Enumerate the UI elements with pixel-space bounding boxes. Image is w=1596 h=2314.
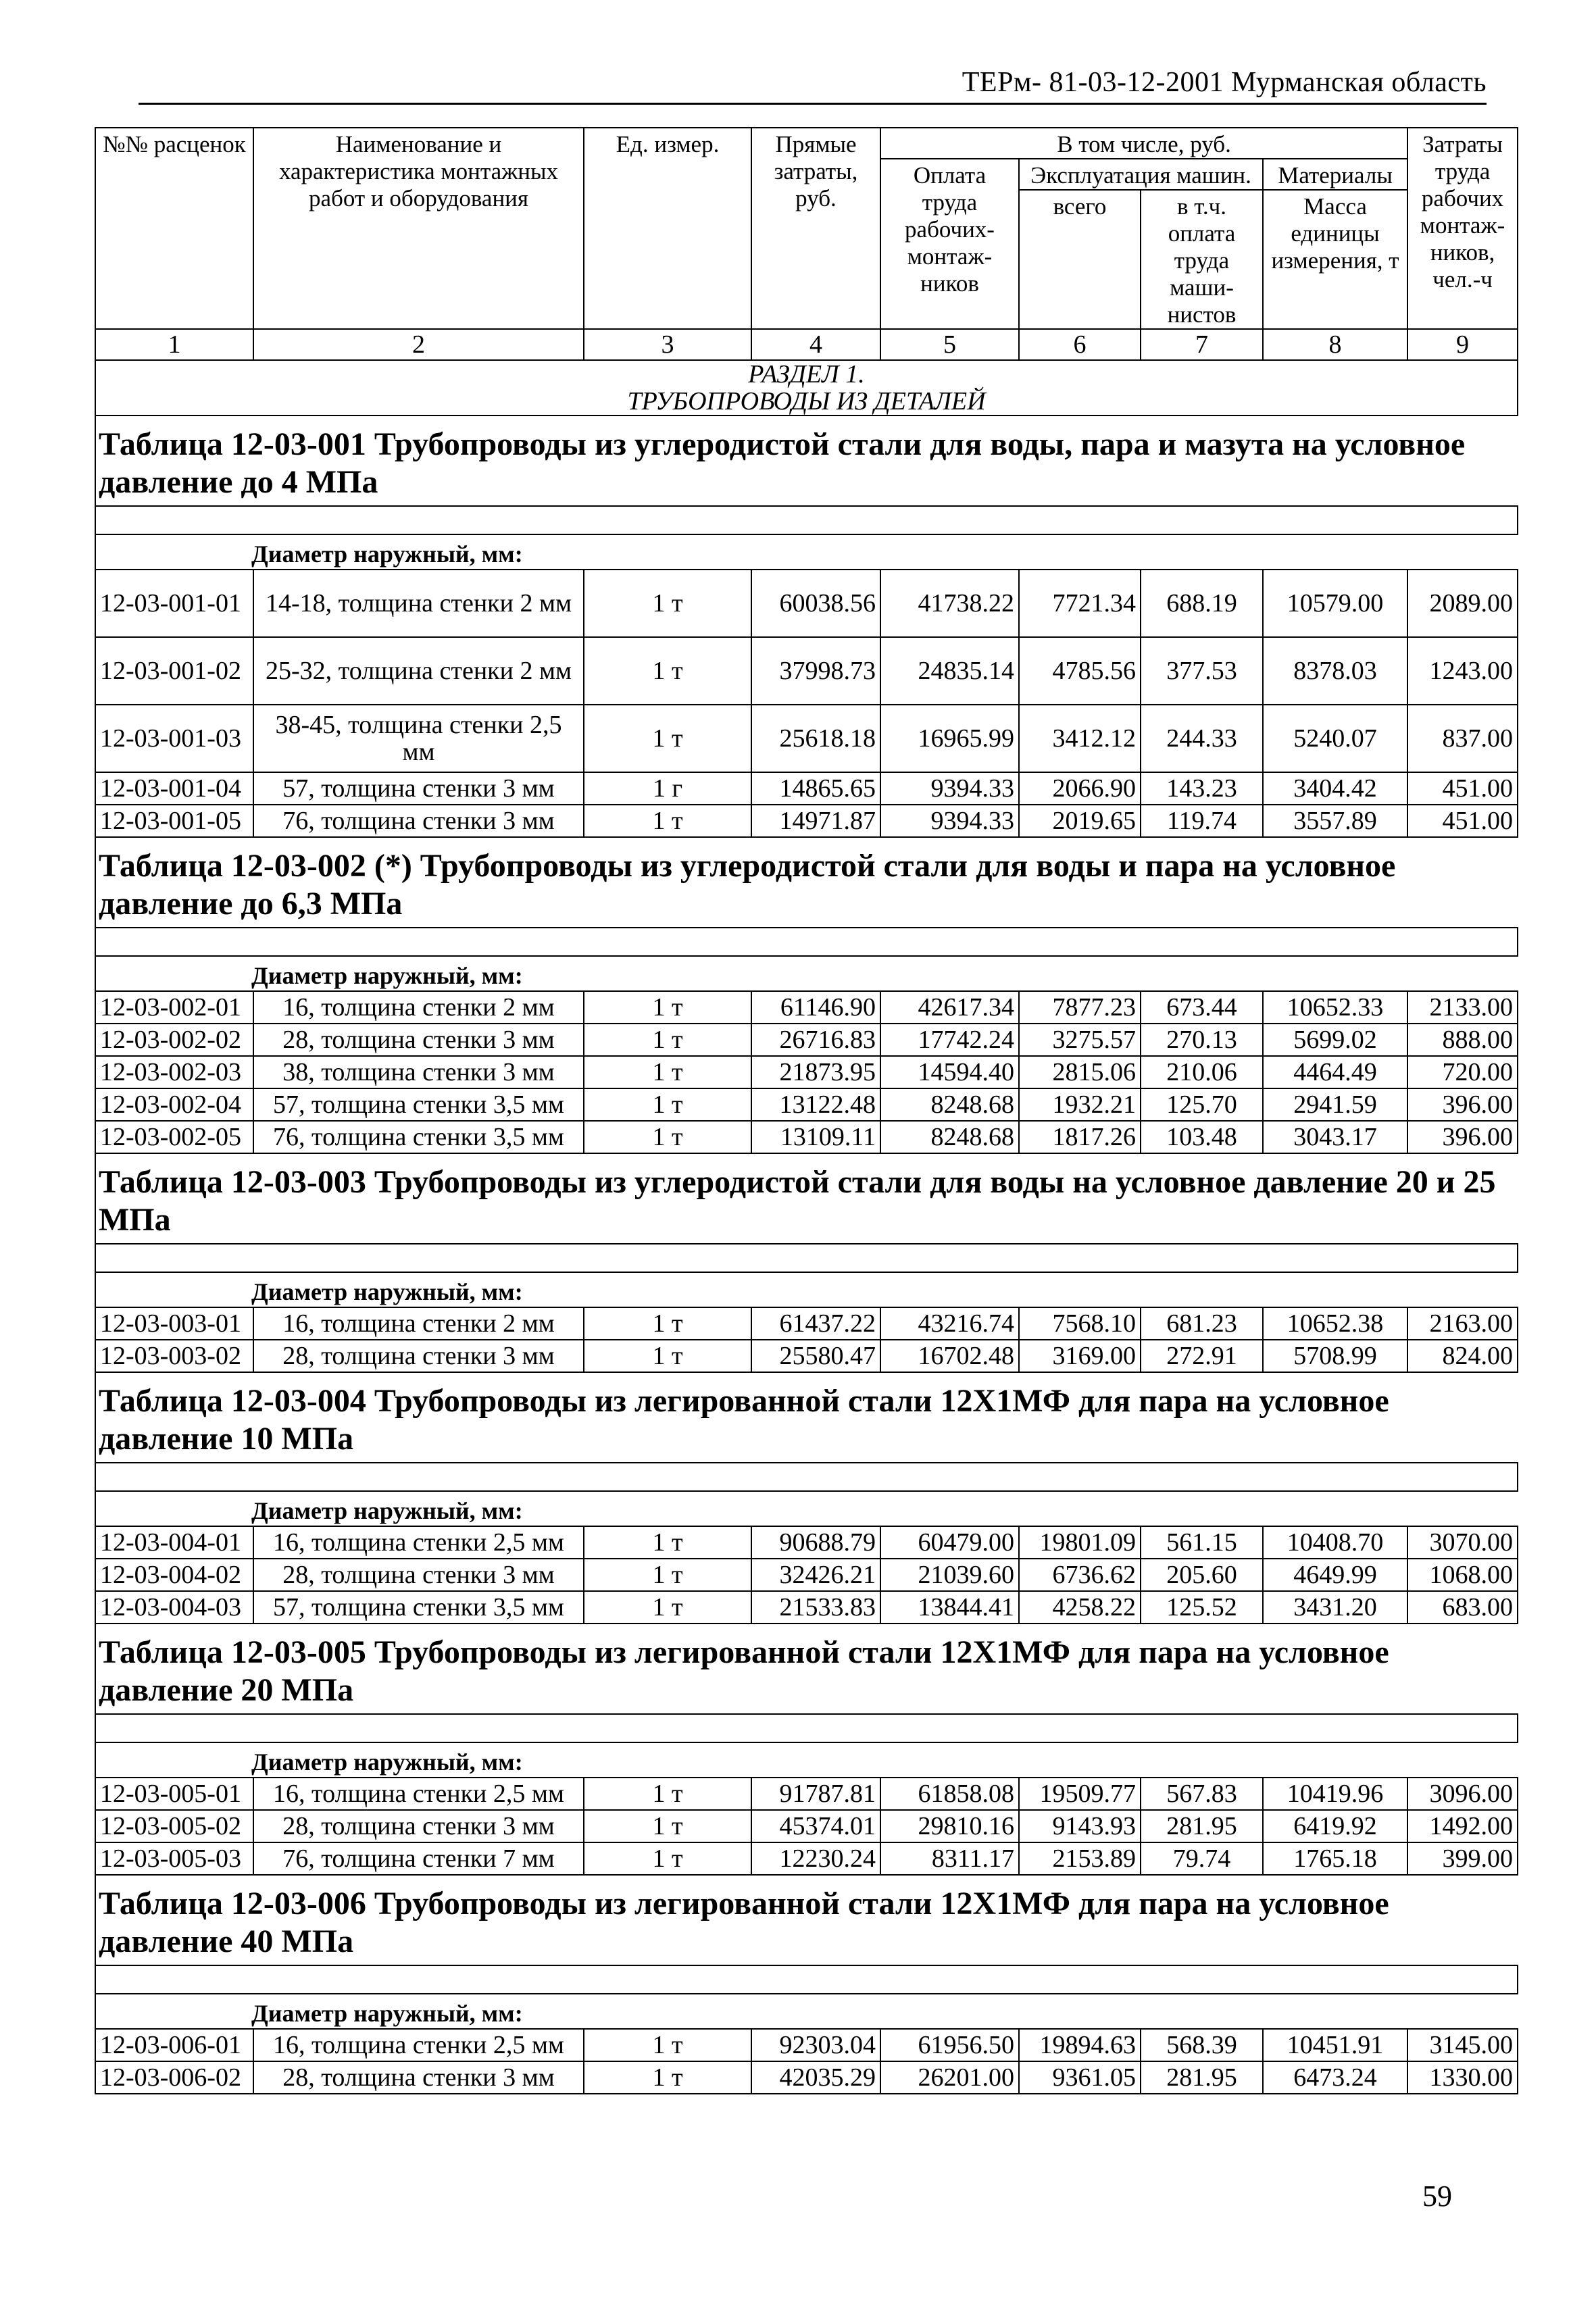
spacer-cell: [95, 928, 1518, 956]
unit-of-measure: 1 т: [584, 1056, 751, 1088]
labor-hours: 1068.00: [1407, 1559, 1518, 1591]
rate-code: 12-03-003-02: [95, 1340, 253, 1372]
section-heading-row: [95, 360, 1518, 416]
machines-labor-pay: 281.95: [1141, 2061, 1263, 2094]
unit-of-measure: 1 т: [584, 1842, 751, 1875]
table-row: [95, 570, 1518, 637]
unit-of-measure: 1 т: [584, 1340, 751, 1372]
labor-hours: 451.00: [1407, 772, 1518, 805]
material-mass: 2941.59: [1263, 1088, 1407, 1121]
table-spacer-row: [95, 1463, 1518, 1491]
machines-total: 3275.57: [1019, 1024, 1141, 1056]
machines-total: 2066.90: [1019, 772, 1141, 805]
rate-code: 12-03-004-02: [95, 1559, 253, 1591]
unit-of-measure: 1 т: [584, 1024, 751, 1056]
diameter-label: Диаметр наружный, мм:: [95, 1272, 1518, 1307]
labor-hours: 2089.00: [1407, 570, 1518, 637]
machines-labor-pay: 125.70: [1141, 1088, 1263, 1121]
machines-labor-pay: 119.74: [1141, 805, 1263, 837]
direct-cost: 21873.95: [751, 1056, 880, 1088]
material-mass: 4464.49: [1263, 1056, 1407, 1088]
work-name: 38-45, толщина стенки 2,5 мм: [253, 705, 584, 772]
diameter-label-row: [95, 1994, 1518, 2029]
direct-cost: 14971.87: [751, 805, 880, 837]
table-spacer-row: [95, 1244, 1518, 1272]
direct-cost: 21533.83: [751, 1591, 880, 1624]
material-mass: 10652.33: [1263, 991, 1407, 1024]
column-number: 1: [95, 329, 253, 360]
machines-total: 3412.12: [1019, 705, 1141, 772]
unit-of-measure: 1 г: [584, 772, 751, 805]
work-name: 16, толщина стенки 2 мм: [253, 991, 584, 1024]
direct-cost: 90688.79: [751, 1526, 880, 1559]
table-title-row: [95, 1372, 1518, 1463]
machines-total: 3169.00: [1019, 1340, 1141, 1372]
direct-cost: 25580.47: [751, 1340, 880, 1372]
table-title-row: [95, 1153, 1518, 1244]
material-mass: 6473.24: [1263, 2061, 1407, 2094]
table-row: [95, 1842, 1518, 1875]
diameter-label: Диаметр наружный, мм:: [95, 534, 1518, 570]
labor-hours: 3070.00: [1407, 1526, 1518, 1559]
machines-labor-pay: 688.19: [1141, 570, 1263, 637]
header-rule: [139, 103, 1487, 105]
material-mass: 5240.07: [1263, 705, 1407, 772]
machines-labor-pay: 125.52: [1141, 1591, 1263, 1624]
page-number: 59: [1422, 2180, 1452, 2213]
rate-code: 12-03-002-04: [95, 1088, 253, 1121]
work-name: 28, толщина стенки 3 мм: [253, 2061, 584, 2094]
direct-cost: 61437.22: [751, 1307, 880, 1340]
machines-labor-pay: 270.13: [1141, 1024, 1263, 1056]
work-name: 76, толщина стенки 7 мм: [253, 1842, 584, 1875]
table-row: [95, 637, 1518, 705]
direct-cost: 60038.56: [751, 570, 880, 637]
material-mass: 5708.99: [1263, 1340, 1407, 1372]
machines-labor-pay: 561.15: [1141, 1526, 1263, 1559]
labor-pay: 9394.33: [880, 772, 1019, 805]
table-row: [95, 1810, 1518, 1842]
labor-hours: 399.00: [1407, 1842, 1518, 1875]
machines-labor-pay: 681.23: [1141, 1307, 1263, 1340]
labor-hours: 3096.00: [1407, 1778, 1518, 1810]
machines-labor-pay: 272.91: [1141, 1340, 1263, 1372]
table-title-row: [95, 1624, 1518, 1714]
unit-of-measure: 1 т: [584, 1559, 751, 1591]
labor-pay: 8248.68: [880, 1121, 1019, 1153]
labor-pay: 14594.40: [880, 1056, 1019, 1088]
unit-of-measure: 1 т: [584, 1526, 751, 1559]
labor-hours: 396.00: [1407, 1121, 1518, 1153]
rate-code: 12-03-004-01: [95, 1526, 253, 1559]
col-header-including: В том числе, руб.: [880, 128, 1407, 159]
labor-pay: 26201.00: [880, 2061, 1019, 2094]
machines-total: 1817.26: [1019, 1121, 1141, 1153]
work-name: 14-18, толщина стенки 2 мм: [253, 570, 584, 637]
rate-code: 12-03-002-03: [95, 1056, 253, 1088]
col-header-unit: Ед. измер.: [584, 128, 751, 329]
table-row: [95, 1778, 1518, 1810]
unit-of-measure: 1 т: [584, 570, 751, 637]
table-title: Таблица 12-03-003 Трубопроводы из углеродистой стали для воды на условное давление 20 и 25 МПа: [95, 1153, 1518, 1244]
machines-total: 19509.77: [1019, 1778, 1141, 1810]
unit-of-measure: 1 т: [584, 1810, 751, 1842]
work-name: 76, толщина стенки 3 мм: [253, 805, 584, 837]
labor-hours: 1330.00: [1407, 2061, 1518, 2094]
table-title-row: [95, 1875, 1518, 1965]
material-mass: 10451.91: [1263, 2029, 1407, 2061]
work-name: 16, толщина стенки 2,5 мм: [253, 2029, 584, 2061]
document-header-title: ТЕРм- 81-03-12-2001 Мурманская область: [962, 67, 1487, 98]
table-spacer-row: [95, 506, 1518, 534]
direct-cost: 13122.48: [751, 1088, 880, 1121]
direct-cost: 25618.18: [751, 705, 880, 772]
machines-total: 7877.23: [1019, 991, 1141, 1024]
work-name: 25-32, толщина стенки 2 мм: [253, 637, 584, 705]
unit-of-measure: 1 т: [584, 2029, 751, 2061]
labor-pay: 16965.99: [880, 705, 1019, 772]
rate-code: 12-03-006-02: [95, 2061, 253, 2094]
material-mass: 5699.02: [1263, 1024, 1407, 1056]
labor-pay: 21039.60: [880, 1559, 1019, 1591]
labor-pay: 13844.41: [880, 1591, 1019, 1624]
labor-pay: 9394.33: [880, 805, 1019, 837]
unit-of-measure: 1 т: [584, 991, 751, 1024]
work-name: 16, толщина стенки 2,5 мм: [253, 1778, 584, 1810]
machines-labor-pay: 244.33: [1141, 705, 1263, 772]
material-mass: 10419.96: [1263, 1778, 1407, 1810]
rate-code: 12-03-003-01: [95, 1307, 253, 1340]
col-header-direct: Прямые затраты, руб.: [751, 128, 880, 329]
column-number: 3: [584, 329, 751, 360]
work-name: 57, толщина стенки 3,5 мм: [253, 1591, 584, 1624]
unit-of-measure: 1 т: [584, 1778, 751, 1810]
labor-hours: 2133.00: [1407, 991, 1518, 1024]
machines-labor-pay: 205.60: [1141, 1559, 1263, 1591]
machines-total: 2815.06: [1019, 1056, 1141, 1088]
direct-cost: 61146.90: [751, 991, 880, 1024]
labor-hours: 824.00: [1407, 1340, 1518, 1372]
table-row: [95, 1307, 1518, 1340]
section-label: РАЗДЕЛ 1.: [748, 360, 865, 388]
table-title: Таблица 12-03-005 Трубопроводы из легированной стали 12Х1МФ для пара на условное давление 20 МПа: [95, 1624, 1518, 1714]
rate-code: 12-03-005-02: [95, 1810, 253, 1842]
machines-total: 19894.63: [1019, 2029, 1141, 2061]
direct-cost: 13109.11: [751, 1121, 880, 1153]
table-row: [95, 1526, 1518, 1559]
rate-code: 12-03-005-03: [95, 1842, 253, 1875]
table-row: [95, 1121, 1518, 1153]
table-row: [95, 1088, 1518, 1121]
machines-labor-pay: 377.53: [1141, 637, 1263, 705]
column-numbers-row: [95, 329, 1518, 360]
labor-pay: 16702.48: [880, 1340, 1019, 1372]
unit-of-measure: 1 т: [584, 1121, 751, 1153]
labor-hours: 451.00: [1407, 805, 1518, 837]
machines-total: 1932.21: [1019, 1088, 1141, 1121]
labor-hours: 3145.00: [1407, 2029, 1518, 2061]
machines-total: 7721.34: [1019, 570, 1141, 637]
labor-pay: 43216.74: [880, 1307, 1019, 1340]
spacer-cell: [95, 1244, 1518, 1272]
machines-labor-pay: 79.74: [1141, 1842, 1263, 1875]
unit-of-measure: 1 т: [584, 805, 751, 837]
table-title: Таблица 12-03-002 (*) Трубопроводы из углеродистой стали для воды и пара на условное давление до 6,3 МПа: [95, 837, 1518, 928]
unit-of-measure: 1 т: [584, 1088, 751, 1121]
unit-of-measure: 1 т: [584, 637, 751, 705]
material-mass: 3557.89: [1263, 805, 1407, 837]
column-number: 9: [1407, 329, 1518, 360]
col-header-labor-hours: Затраты труда рабочих монтаж-ников, чел.-ч: [1407, 128, 1518, 329]
column-number: 7: [1141, 329, 1263, 360]
table-row: [95, 772, 1518, 805]
table-spacer-row: [95, 1965, 1518, 1994]
labor-pay: 24835.14: [880, 637, 1019, 705]
work-name: 28, толщина стенки 3 мм: [253, 1559, 584, 1591]
machines-total: 19801.09: [1019, 1526, 1141, 1559]
table-spacer-row: [95, 928, 1518, 956]
material-mass: 4649.99: [1263, 1559, 1407, 1591]
labor-pay: 29810.16: [880, 1810, 1019, 1842]
labor-hours: 396.00: [1407, 1088, 1518, 1121]
work-name: 28, толщина стенки 3 мм: [253, 1810, 584, 1842]
table-row: [95, 1591, 1518, 1624]
diameter-label-row: [95, 534, 1518, 570]
col-header-name: Наименование и характеристика монтажных работ и оборудования: [253, 128, 584, 329]
labor-pay: 8248.68: [880, 1088, 1019, 1121]
direct-cost: 45374.01: [751, 1810, 880, 1842]
machines-labor-pay: 568.39: [1141, 2029, 1263, 2061]
work-name: 57, толщина стенки 3 мм: [253, 772, 584, 805]
direct-cost: 92303.04: [751, 2029, 880, 2061]
column-number: 4: [751, 329, 880, 360]
rate-code: 12-03-002-05: [95, 1121, 253, 1153]
rate-code: 12-03-001-03: [95, 705, 253, 772]
direct-cost: 42035.29: [751, 2061, 880, 2094]
material-mass: 10652.38: [1263, 1307, 1407, 1340]
labor-pay: 8311.17: [880, 1842, 1019, 1875]
rate-code: 12-03-006-01: [95, 2029, 253, 2061]
table-row: [95, 1024, 1518, 1056]
column-number: 8: [1263, 329, 1407, 360]
machines-labor-pay: 143.23: [1141, 772, 1263, 805]
column-number: 5: [880, 329, 1019, 360]
col-header-machines-total: всего: [1019, 190, 1141, 329]
material-mass: 10579.00: [1263, 570, 1407, 637]
labor-hours: 837.00: [1407, 705, 1518, 772]
table-title: Таблица 12-03-001 Трубопроводы из углеродистой стали для воды, пара и мазута на условное давление до 4 МПа: [95, 416, 1518, 506]
diameter-label: Диаметр наружный, мм:: [95, 1491, 1518, 1526]
rate-code: 12-03-002-01: [95, 991, 253, 1024]
work-name: 16, толщина стенки 2,5 мм: [253, 1526, 584, 1559]
machines-total: 7568.10: [1019, 1307, 1141, 1340]
work-name: 38, толщина стенки 3 мм: [253, 1056, 584, 1088]
material-mass: 3431.20: [1263, 1591, 1407, 1624]
rate-code: 12-03-001-01: [95, 570, 253, 637]
rate-code: 12-03-004-03: [95, 1591, 253, 1624]
rate-code: 12-03-001-02: [95, 637, 253, 705]
work-name: 28, толщина стенки 3 мм: [253, 1024, 584, 1056]
machines-total: 4258.22: [1019, 1591, 1141, 1624]
direct-cost: 12230.24: [751, 1842, 880, 1875]
unit-of-measure: 1 т: [584, 2061, 751, 2094]
col-header-materials: Материалы: [1263, 159, 1407, 190]
col-header-machines-labor: в т.ч. оплата труда маши-нистов: [1141, 190, 1263, 329]
machines-total: 2019.65: [1019, 805, 1141, 837]
table-row: [95, 805, 1518, 837]
rates-table: [95, 127, 1518, 2094]
col-header-mass: Масса единицы измерения, т: [1263, 190, 1407, 329]
machines-total: 9143.93: [1019, 1810, 1141, 1842]
work-name: 16, толщина стенки 2 мм: [253, 1307, 584, 1340]
labor-pay: 17742.24: [880, 1024, 1019, 1056]
col-header-machines: Эксплуатация машин.: [1019, 159, 1263, 190]
work-name: 57, толщина стенки 3,5 мм: [253, 1088, 584, 1121]
direct-cost: 32426.21: [751, 1559, 880, 1591]
table-row: [95, 1056, 1518, 1088]
direct-cost: 26716.83: [751, 1024, 880, 1056]
table-row: [95, 2061, 1518, 2094]
diameter-label-row: [95, 956, 1518, 991]
labor-hours: 888.00: [1407, 1024, 1518, 1056]
work-name: 76, толщина стенки 3,5 мм: [253, 1121, 584, 1153]
diameter-label-row: [95, 1272, 1518, 1307]
direct-cost: 91787.81: [751, 1778, 880, 1810]
spacer-cell: [95, 506, 1518, 534]
rate-code: 12-03-002-02: [95, 1024, 253, 1056]
table-row: [95, 1559, 1518, 1591]
table-row: [95, 991, 1518, 1024]
table-title: Таблица 12-03-006 Трубопроводы из легированной стали 12Х1МФ для пара на условное давление 40 МПа: [95, 1875, 1518, 1965]
machines-total: 4785.56: [1019, 637, 1141, 705]
table-title: Таблица 12-03-004 Трубопроводы из легированной стали 12Х1МФ для пара на условное давление 10 МПа: [95, 1372, 1518, 1463]
rate-code: 12-03-001-04: [95, 772, 253, 805]
labor-hours: 2163.00: [1407, 1307, 1518, 1340]
unit-of-measure: 1 т: [584, 1307, 751, 1340]
section-title: ТРУБОПРОВОДЫ ИЗ ДЕТАЛЕЙ: [627, 387, 986, 416]
diameter-label: Диаметр наружный, мм:: [95, 956, 1518, 991]
col-header-code: №№ расценок: [95, 128, 253, 329]
labor-pay: 41738.22: [880, 570, 1019, 637]
material-mass: 1765.18: [1263, 1842, 1407, 1875]
table-title-row: [95, 837, 1518, 928]
labor-pay: 42617.34: [880, 991, 1019, 1024]
machines-total: 6736.62: [1019, 1559, 1141, 1591]
labor-hours: 1243.00: [1407, 637, 1518, 705]
section-heading: [95, 360, 1518, 416]
column-number: 2: [253, 329, 584, 360]
material-mass: 3404.42: [1263, 772, 1407, 805]
material-mass: 3043.17: [1263, 1121, 1407, 1153]
table-title-row: [95, 416, 1518, 506]
labor-hours: 1492.00: [1407, 1810, 1518, 1842]
labor-hours: 683.00: [1407, 1591, 1518, 1624]
labor-pay: 61858.08: [880, 1778, 1019, 1810]
labor-pay: 60479.00: [880, 1526, 1019, 1559]
machines-labor-pay: 567.83: [1141, 1778, 1263, 1810]
col-header-labor-pay: Оплата труда рабочих-монтаж-ников: [880, 159, 1019, 329]
machines-labor-pay: 673.44: [1141, 991, 1263, 1024]
machines-total: 2153.89: [1019, 1842, 1141, 1875]
unit-of-measure: 1 т: [584, 1591, 751, 1624]
machines-labor-pay: 281.95: [1141, 1810, 1263, 1842]
spacer-cell: [95, 1463, 1518, 1491]
work-name: 28, толщина стенки 3 мм: [253, 1340, 584, 1372]
diameter-label-row: [95, 1742, 1518, 1778]
rate-code: 12-03-005-01: [95, 1778, 253, 1810]
diameter-label: Диаметр наружный, мм:: [95, 1742, 1518, 1778]
direct-cost: 37998.73: [751, 637, 880, 705]
unit-of-measure: 1 т: [584, 705, 751, 772]
table-row: [95, 705, 1518, 772]
table-body: [95, 360, 1518, 2094]
material-mass: 8378.03: [1263, 637, 1407, 705]
material-mass: 10408.70: [1263, 1526, 1407, 1559]
direct-cost: 14865.65: [751, 772, 880, 805]
machines-total: 9361.05: [1019, 2061, 1141, 2094]
spacer-cell: [95, 1714, 1518, 1742]
machines-labor-pay: 210.06: [1141, 1056, 1263, 1088]
labor-pay: 61956.50: [880, 2029, 1019, 2061]
table-row: [95, 2029, 1518, 2061]
spacer-cell: [95, 1965, 1518, 1994]
machines-labor-pay: 103.48: [1141, 1121, 1263, 1153]
table-row: [95, 1340, 1518, 1372]
diameter-label-row: [95, 1491, 1518, 1526]
diameter-label: Диаметр наружный, мм:: [95, 1994, 1518, 2029]
table-header: [95, 128, 1518, 360]
rate-code: 12-03-001-05: [95, 805, 253, 837]
table-spacer-row: [95, 1714, 1518, 1742]
material-mass: 6419.92: [1263, 1810, 1407, 1842]
labor-hours: 720.00: [1407, 1056, 1518, 1088]
column-number: 6: [1019, 329, 1141, 360]
